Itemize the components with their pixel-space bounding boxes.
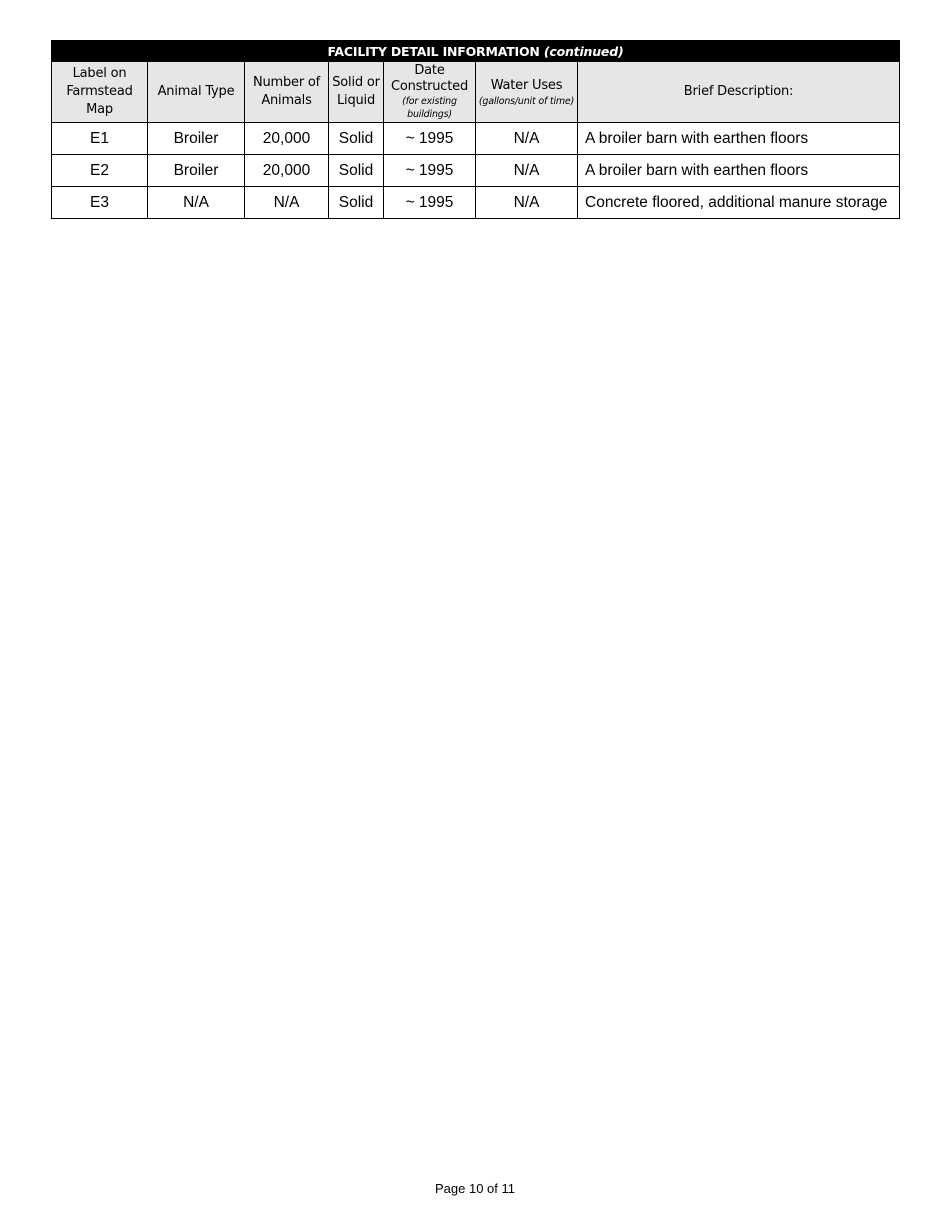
cell-number: N/A bbox=[245, 187, 329, 219]
cell-description: Concrete floored, additional manure storage bbox=[578, 187, 900, 219]
header-water-main: Water Uses bbox=[490, 77, 563, 93]
cell-label: E3 bbox=[52, 187, 148, 219]
page-number: Page 10 of 11 bbox=[435, 1181, 515, 1196]
header-date-sub: (for existing buildings) bbox=[402, 96, 457, 120]
cell-number: 20,000 bbox=[245, 155, 329, 187]
cell-description: A broiler barn with earthen floors bbox=[578, 155, 900, 187]
cell-solid-liquid: Solid bbox=[329, 155, 384, 187]
header-animal-type: Animal Type bbox=[148, 62, 245, 123]
cell-label: E2 bbox=[52, 155, 148, 187]
cell-animal-type: N/A bbox=[148, 187, 245, 219]
table-title-text: FACILITY DETAIL INFORMATION bbox=[327, 43, 540, 59]
cell-animal-type: Broiler bbox=[148, 155, 245, 187]
header-date-constructed bbox=[384, 62, 476, 123]
cell-date: ~ 1995 bbox=[384, 187, 476, 219]
cell-number: 20,000 bbox=[245, 123, 329, 155]
table-title bbox=[52, 41, 900, 62]
header-water-uses bbox=[476, 62, 578, 123]
cell-solid-liquid: Solid bbox=[329, 123, 384, 155]
cell-water: N/A bbox=[476, 187, 578, 219]
facility-detail-table bbox=[51, 40, 900, 219]
cell-label: E1 bbox=[52, 123, 148, 155]
cell-date: ~ 1995 bbox=[384, 155, 476, 187]
header-number-of-animals: Number of Animals bbox=[245, 62, 329, 123]
header-row bbox=[52, 62, 900, 123]
header-date-main: Date Constructed bbox=[390, 63, 469, 94]
header-label: Label on Farmstead Map bbox=[52, 62, 148, 123]
table-row bbox=[52, 187, 900, 219]
cell-water: N/A bbox=[476, 155, 578, 187]
table-title-suffix: (continued) bbox=[543, 43, 624, 59]
header-solid-or-liquid: Solid or Liquid bbox=[329, 62, 384, 123]
table-row bbox=[52, 155, 900, 187]
header-brief-description: Brief Description: bbox=[578, 62, 900, 123]
cell-solid-liquid: Solid bbox=[329, 187, 384, 219]
cell-animal-type: Broiler bbox=[148, 123, 245, 155]
cell-water: N/A bbox=[476, 123, 578, 155]
table-row bbox=[52, 123, 900, 155]
cell-date: ~ 1995 bbox=[384, 123, 476, 155]
cell-description: A broiler barn with earthen floors bbox=[578, 123, 900, 155]
header-water-sub: (gallons/unit of time) bbox=[478, 95, 575, 107]
